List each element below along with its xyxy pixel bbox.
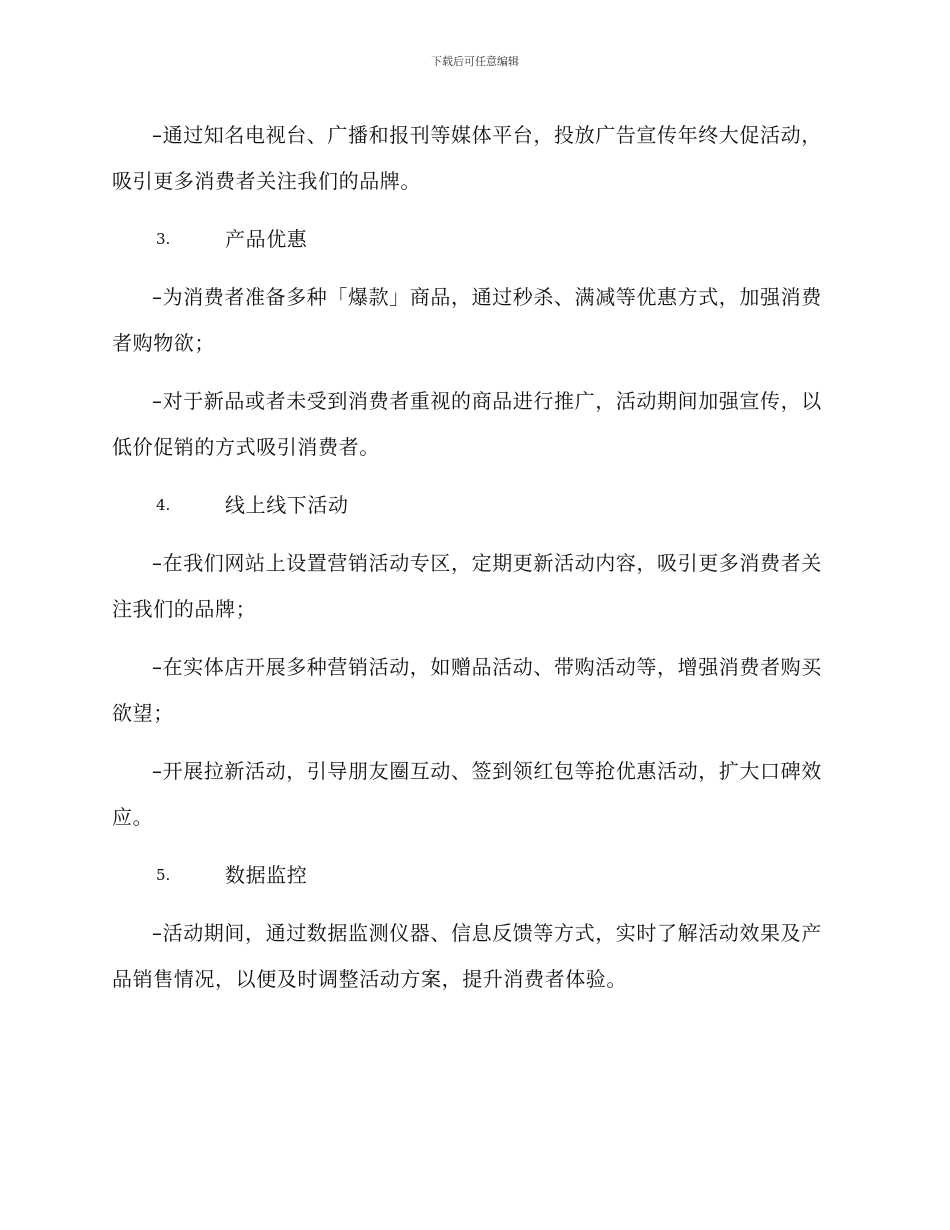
paragraph-store-activities: –在实体店开展多种营销活动，如赠品活动、带购活动等，增强消费者购买欲望； xyxy=(112,655,822,725)
section-heading-3 xyxy=(112,216,824,262)
paragraph-media-advertising: –通过知名电视台、广播和报刊等媒体平台，投放广告宣传年终大促活动，吸引更多消费者关注我们的品牌。 xyxy=(112,123,822,193)
paragraph-new-products: –对于新品或者未受到消费者重视的商品进行推广，活动期间加强宣传，以低价促销的方式吸引消费者。 xyxy=(112,389,822,459)
paragraph-data-monitoring: –活动期间，通过数据监测仪器、信息反馈等方式，实时了解活动效果及产品销售情况，以便及时调整活动方案，提升消费者体验。 xyxy=(112,921,822,991)
paragraph-online-zone: –在我们网站上设置营销活动专区，定期更新活动内容，吸引更多消费者关注我们的品牌； xyxy=(112,551,822,621)
section-title: 产品优惠 xyxy=(225,227,308,251)
document-body xyxy=(112,112,824,1002)
section-heading-4 xyxy=(112,482,824,528)
paragraph-hot-products: –为消费者准备多种「爆款」商品，通过秒杀、满减等优惠方式，加强消费者购物欲； xyxy=(112,285,822,355)
section-title: 数据监控 xyxy=(225,863,308,887)
section-number: 4. xyxy=(156,496,171,514)
section-title: 线上线下活动 xyxy=(225,493,349,517)
paragraph-referral-activities: –开展拉新活动，引导朋友圈互动、签到领红包等抢优惠活动，扩大口碑效应。 xyxy=(112,759,822,829)
section-number: 5. xyxy=(156,866,171,884)
section-heading-5 xyxy=(112,852,824,898)
section-number: 3. xyxy=(156,230,171,248)
page-header-note: 下载后可任意编辑 xyxy=(431,55,519,68)
